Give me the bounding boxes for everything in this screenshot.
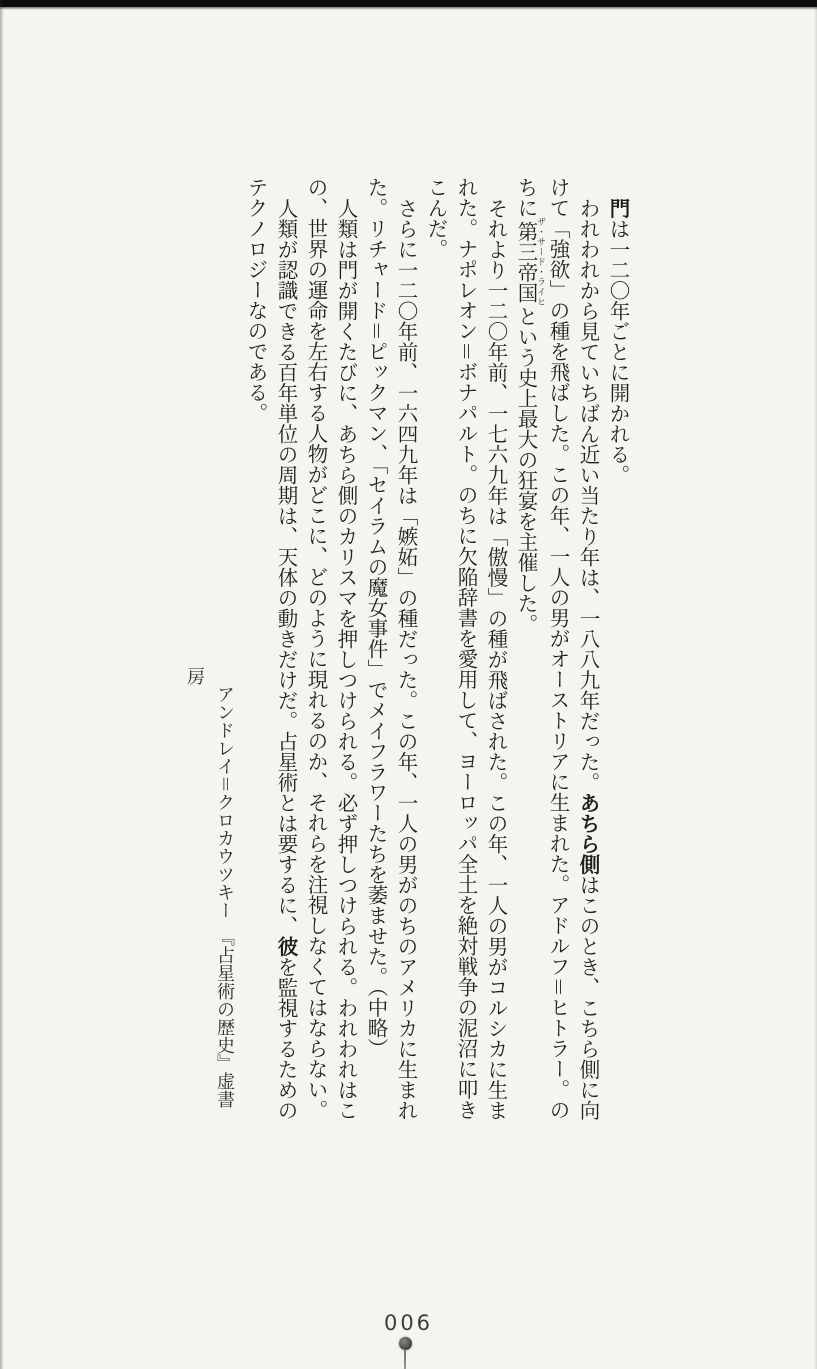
ruby-annotation: ザ・サード・ライヒ [536, 217, 546, 307]
scan-edge-top [0, 0, 817, 7]
body-text-run: それより一二〇年前、一七六九年は「傲慢」の種が飛ばされた。この年、一人の男がコルシカに生まれた。ナポレオン＝ボナパルト。のちに欠陥辞書を愛用して、ヨーロッパ全土を絶対戦争の泥沼に叩きこんだ。 [424, 177, 506, 1120]
emphasis-text: 門 [606, 197, 629, 218]
emphasis-text: あちら側 [576, 792, 599, 874]
scan-edge-top-shadow [0, 7, 817, 10]
paragraph [420, 177, 510, 1123]
ruby-base-text: 第三帝国 ザ・サード・ライヒ [514, 217, 546, 307]
paragraph [510, 177, 602, 1123]
attribution: アンドレイ＝クロカウツキー 『占星術の歴史』虚書房 [185, 667, 235, 1108]
body-text-run: 人類は門が開くたびに、あちら側のカリスマを押しつけられる。必ず押しつけられる。われわれはこの、世界の運命を左右する人物がどこに、どのように現れるのか、それらを注視しなくてはならない。 [304, 177, 356, 1120]
body-text-run: という史上最大の狂宴を主催した。 [514, 306, 536, 634]
body-text-run: を監視するためのテクノロジーなのである。 [244, 177, 296, 1120]
body-text-run: はこのとき、こちら側に向けて「強欲」の種を飛ばした。この年、一人の男がオーストリアに生まれた。アドルフ＝ヒトラー。のちに [514, 177, 598, 1120]
page-number: 006 [383, 1311, 434, 1335]
paragraph [240, 177, 300, 1123]
paragraph [360, 177, 420, 1123]
body-text-run: われわれから見ていちばん近い当たり年は、一八八九年だった。 [576, 197, 598, 792]
body-text-run: 人類が認識できる百年単位の周期は、天体の動きだけだ。占星術とは要するに、 [274, 197, 296, 936]
paragraph [300, 177, 360, 1123]
scan-edge-left [0, 0, 4, 1369]
body-text-run: は一二〇年ごとに開かれる。 [606, 218, 628, 485]
binding-thread [404, 1349, 406, 1369]
body-text-run: さらに一二〇年前、一六四九年は「嫉妬」の種だった。この年、一人の男がのちのアメリカに生まれた。リチャード＝ピックマン、「セイラムの魔女事件」でメイフラワーたちを萎ませた。（中略） [364, 177, 416, 1120]
body-text [180, 177, 632, 1123]
paragraph [602, 177, 632, 1123]
emphasis-text: 彼 [274, 935, 297, 956]
